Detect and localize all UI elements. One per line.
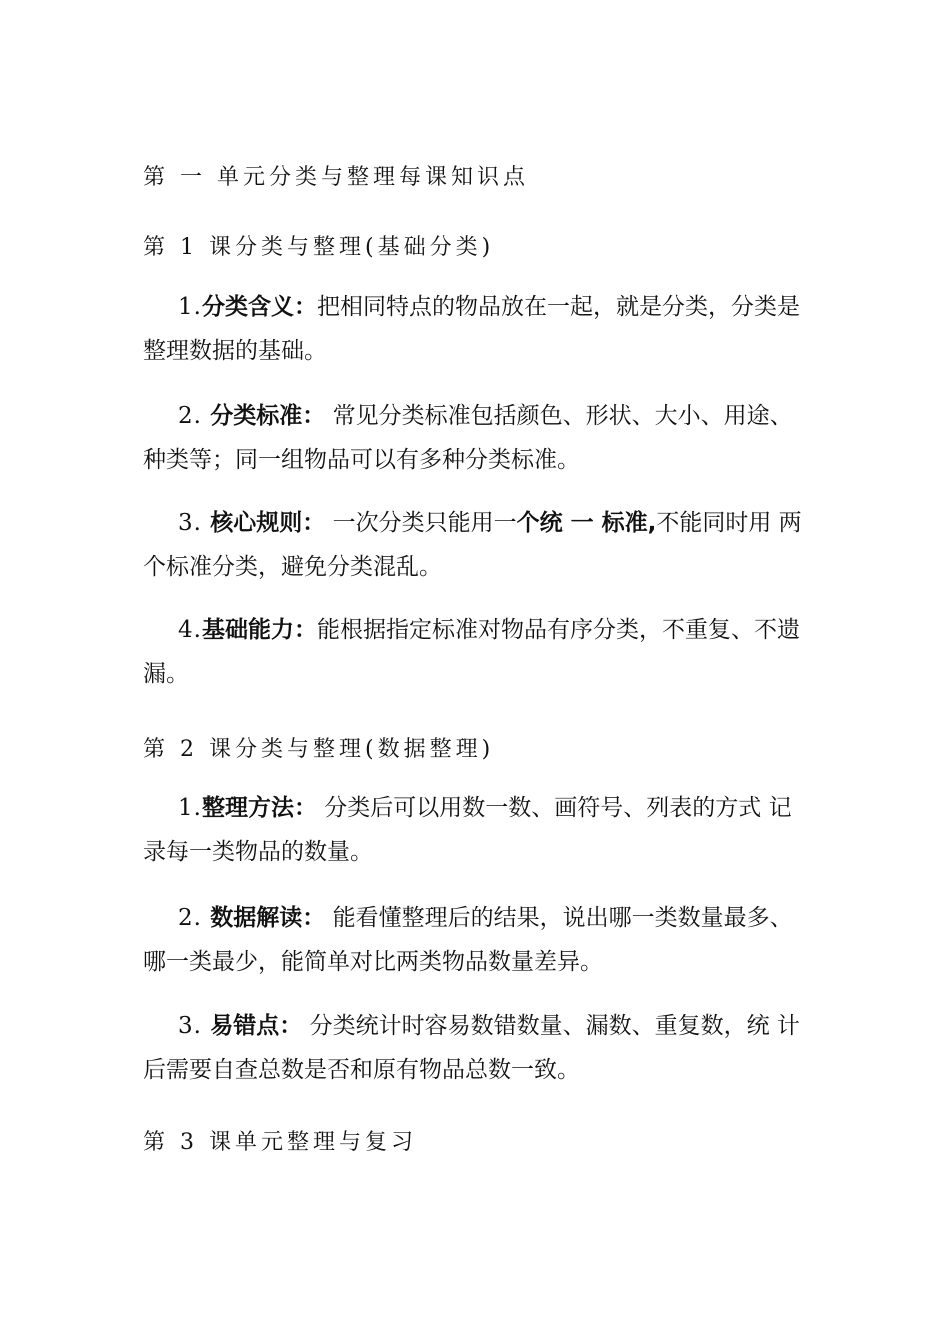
point-term: 核心规则： (210, 510, 326, 536)
point-term: 易错点： (210, 1013, 303, 1039)
lesson-3-title: 第 3 课单元整理与复习 (143, 1130, 417, 1155)
point-number: 3. (178, 510, 211, 536)
point-text: 不能同时用 两个标准分类，避免分类混乱。 (143, 510, 802, 580)
lesson-1-title: 第 1 课分类与整理(基础分类) (143, 235, 495, 260)
lesson-1-point-2 (143, 394, 805, 482)
point-number: 3. (178, 1013, 211, 1039)
lesson-2-title: 第 2 课分类与整理(数据整理) (143, 737, 495, 762)
lesson-1-point-4 (143, 608, 805, 696)
point-term: 分类含义： (201, 294, 317, 320)
point-number: 1. (178, 795, 202, 821)
lesson-2-point-2 (143, 896, 805, 984)
point-text: 分类统计时容易数错数量、漏数、重复数，统 计后需要自查总数是否和原有物品总数一致。 (143, 1013, 800, 1083)
point-term: 基础能力： (201, 617, 317, 643)
point-text: 能看懂整理后的结果，说出哪一类数量最多、 哪一类最少，能简单对比两类物品数量差异。 (143, 905, 793, 975)
point-text: 分类后可以用数一数、画符号、列表的方式 记录每一类物品的数量。 (143, 795, 792, 865)
point-text: 常见分类标准包括颜色、形状、大小、用途、 种类等；同一组物品可以有多种分类标准。 (143, 403, 793, 473)
point-number: 1. (178, 294, 202, 320)
unit-title: 第 一 单元分类与整理每课知识点 (143, 165, 529, 190)
lesson-2-point-3 (143, 1004, 805, 1092)
point-term: 分类标准： (210, 403, 326, 429)
point-number: 2. (178, 403, 211, 429)
point-emphasis: 个统 一 标准, (516, 510, 657, 536)
lesson-1-point-3 (143, 501, 805, 589)
point-term: 数据解读： (210, 905, 326, 931)
point-text-pre: 一次分类只能用一 (325, 510, 517, 536)
point-text: 把相同特点的物品放在一起，就是分类，分类是整理数据的基础。 (143, 294, 800, 364)
point-term: 整理方法： (201, 795, 317, 821)
lesson-1-point-1 (143, 285, 805, 373)
lesson-2-point-1 (143, 786, 805, 874)
point-number: 4. (178, 617, 202, 643)
point-number: 2. (178, 905, 211, 931)
point-text: 能根据指定标准对物品有序分类，不重复、不遗漏。 (143, 617, 800, 687)
